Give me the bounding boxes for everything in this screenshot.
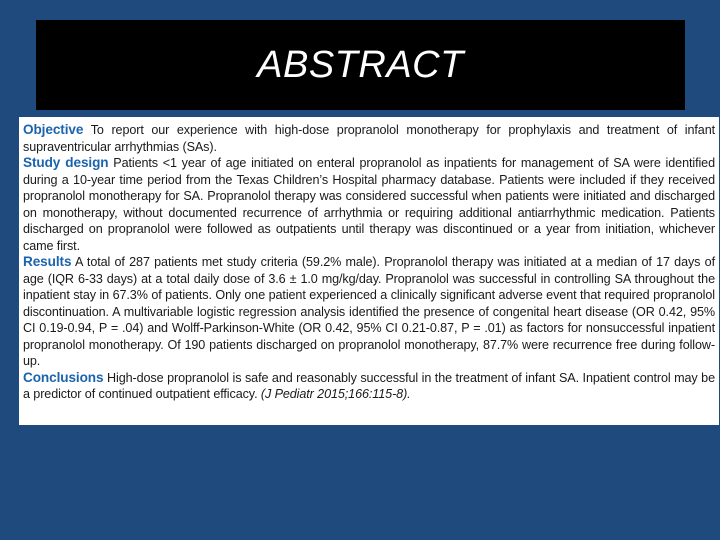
slide-title: ABSTRACT [257,43,464,86]
section-text: To report our experience with high-dose propranolol monotherapy for prophylaxis and treatment of infant supraventricular arrhythmias (SAs). [23,123,715,154]
section-heading: Results [23,254,72,269]
abstract-panel [19,117,719,425]
abstract-section-study-design [23,155,715,254]
section-text: High-dose propranolol is safe and reasonably successful in the treatment of infant SA. Inpatient control may be a predictor of continued outpatient efficacy. [23,370,715,401]
section-text: A total of 287 patients met study criteria (59.2% male). Propranolol therapy was initiated at a median of 17 days of age (IQR 6-33 days) at a total daily dose of 3.6 ± 1.0 mg/kg/day. Propranolol was successful in controlling SA throughout the inpatient stay in 67.3% of patients. Only one patient experienced a clinically significant adverse event that required propranolol discontinuation. A multivariable logistic regression analysis identified the presence of congenital heart disease (OR 0.42, 95% CI 0.19-0.94, P = .04) and Wolff-Parkinson-White (OR 0.42, 95% CI 0.21-0.87, P = .01) as factors for nonsuccessful inpatient propranolol monotherapy. Of 190 patients discharged on propranolol monotherapy, 87.7% were recurrence free during follow-up. [23,255,715,368]
abstract-section-conclusions [23,370,715,403]
journal-citation: (J Pediatr 2015;166:115-8). [260,387,411,401]
section-heading: Objective [23,122,84,137]
slide-title-bar [36,20,685,110]
abstract-section-objective [23,122,715,155]
section-heading: Conclusions [23,369,104,385]
abstract-section-results [23,254,715,370]
section-heading: Study design [23,155,109,170]
section-text: Patients <1 year of age initiated on enteral propranolol as inpatients for management of SA were identified during a 10-year time period from the Texas Children’s Hospital pharmacy database. Patients were included if they received propranolol monotherapy for SA. Propranolol therapy was considered successful when patients were initiated and discharged on monotherapy, without documented recurrence of arrhythmia or requiring additional antiarrhythmic medication. Patients discharged on propranolol were followed as outpatients until therapy was discontinued or a year from initiation, whichever came first. [23,156,715,253]
